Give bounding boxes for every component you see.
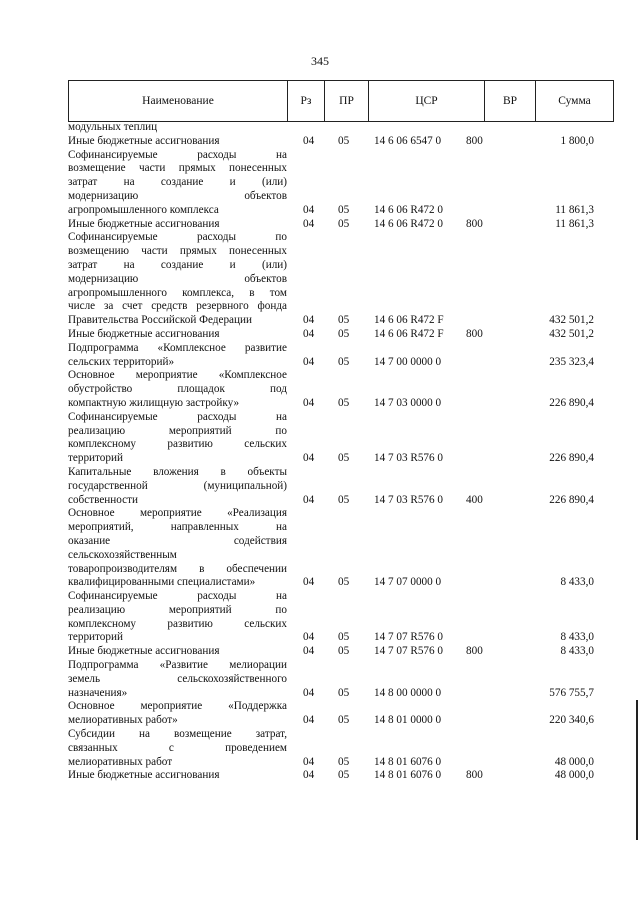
table-row xyxy=(68,231,614,328)
row-name-line: государственной (муниципальной) xyxy=(68,479,287,492)
row-name-line: Подпрограмма «Комплексное развитие xyxy=(68,341,287,354)
row-name-line: Софинансируемые расходы на xyxy=(68,410,287,423)
table-header xyxy=(68,80,614,122)
row-name-line: товаропроизводителям в обеспечении xyxy=(68,562,287,575)
row-csr: 14 8 01 0000 0 xyxy=(374,714,442,727)
row-name-line: реализацию мероприятий по xyxy=(68,603,287,616)
row-csr: 14 8 01 6076 0 xyxy=(374,755,442,768)
row-name xyxy=(68,369,287,410)
row-name xyxy=(68,121,287,135)
table-row xyxy=(68,700,614,728)
row-sum: 11 861,3 xyxy=(555,217,594,230)
row-vr: 400 xyxy=(466,493,483,506)
row-name-line: сельскохозяйственным xyxy=(68,548,177,561)
column-header-csr: ЦСР xyxy=(369,81,485,121)
row-name-line: реализацию мероприятий по xyxy=(68,424,287,437)
row-rz: 04 xyxy=(303,645,315,658)
row-sum: 8 433,0 xyxy=(560,631,594,644)
row-csr: 14 7 03 0000 0 xyxy=(374,396,442,409)
row-name xyxy=(68,700,287,728)
budget-table xyxy=(68,121,614,783)
table-row xyxy=(68,728,614,769)
row-name xyxy=(68,466,287,507)
row-pr: 05 xyxy=(338,327,350,340)
row-name-line: модернизацию объектов xyxy=(68,189,287,202)
table-row xyxy=(68,411,614,466)
row-name xyxy=(68,659,287,700)
table-row xyxy=(68,769,614,783)
row-sum: 220 340,6 xyxy=(549,714,594,727)
row-pr: 05 xyxy=(338,769,350,782)
row-csr: 14 7 03 R576 0 xyxy=(374,452,443,465)
row-sum: 432 501,2 xyxy=(549,314,594,327)
row-pr: 05 xyxy=(338,631,350,644)
row-csr: 14 7 07 R576 0 xyxy=(374,645,443,658)
row-name-line: мелиоративных работ xyxy=(68,755,173,768)
page-edge-line xyxy=(636,700,638,840)
table-row xyxy=(68,369,614,410)
table-row xyxy=(68,218,614,232)
row-name-line: Софинансируемые расходы на xyxy=(68,148,287,161)
row-name xyxy=(68,411,287,466)
row-rz: 04 xyxy=(303,452,315,465)
row-pr: 05 xyxy=(338,645,350,658)
row-name-line: агропромышленного комплекса, в том xyxy=(68,286,287,299)
row-pr: 05 xyxy=(338,755,350,768)
row-pr: 05 xyxy=(338,134,350,147)
column-header-rz: Рз xyxy=(288,81,325,121)
row-name-line: сельских территорий» xyxy=(68,355,175,368)
column-header-vr: ВР xyxy=(485,81,536,121)
table-row xyxy=(68,659,614,700)
row-name-line: Правительства Российской Федерации xyxy=(68,314,252,327)
row-name xyxy=(68,769,287,783)
row-sum: 11 861,3 xyxy=(555,203,594,216)
row-name-line: Иные бюджетные ассигнования xyxy=(68,769,220,782)
row-rz: 04 xyxy=(303,314,315,327)
row-rz: 04 xyxy=(303,355,315,368)
row-rz: 04 xyxy=(303,396,315,409)
row-name xyxy=(68,218,287,232)
row-pr: 05 xyxy=(338,714,350,727)
row-sum: 8 433,0 xyxy=(560,576,594,589)
row-name-line: назначения» xyxy=(68,686,128,699)
row-vr: 800 xyxy=(466,217,483,230)
table-row xyxy=(68,466,614,507)
table-row xyxy=(68,328,614,342)
row-name-line: Подпрограмма «Развитие мелиорации xyxy=(68,659,287,672)
row-csr: 14 6 06 R472 F xyxy=(374,314,444,327)
row-name-line: Субсидии на возмещение затрат, xyxy=(68,728,287,741)
row-name-line: комплексному развитию сельских xyxy=(68,617,287,630)
row-rz: 04 xyxy=(303,327,315,340)
table-row xyxy=(68,645,614,659)
row-rz: 04 xyxy=(303,755,315,768)
row-name-line: собственности xyxy=(68,493,138,506)
row-name-line: территорий xyxy=(68,631,123,644)
row-name-line: мелиоративных работ» xyxy=(68,714,178,727)
row-csr: 14 7 07 0000 0 xyxy=(374,576,442,589)
row-name-line: связанных с проведением xyxy=(68,741,287,754)
row-name xyxy=(68,231,287,328)
row-csr: 14 6 06 R472 0 xyxy=(374,217,443,230)
row-pr: 05 xyxy=(338,686,350,699)
row-csr: 14 7 07 R576 0 xyxy=(374,631,443,644)
row-sum: 235 323,4 xyxy=(549,355,594,368)
row-pr: 05 xyxy=(338,493,350,506)
row-name-line: Иные бюджетные ассигнования xyxy=(68,327,220,340)
row-pr: 05 xyxy=(338,355,350,368)
row-sum: 48 000,0 xyxy=(554,755,594,768)
row-name-line: комплексному развитию сельских xyxy=(68,438,287,451)
row-csr: 14 7 00 0000 0 xyxy=(374,355,442,368)
row-rz: 04 xyxy=(303,134,315,147)
row-sum: 8 433,0 xyxy=(560,645,594,658)
row-csr: 14 6 06 R472 F xyxy=(374,327,444,340)
column-header-name: Наименование xyxy=(69,81,288,121)
row-sum: 1 800,0 xyxy=(560,134,594,147)
row-name-line: возмещению части прямых понесенных xyxy=(68,245,287,258)
row-name-line: Софинансируемые расходы на xyxy=(68,590,287,603)
row-sum: 226 890,4 xyxy=(549,493,594,506)
row-name-line: компактную жилищную застройку» xyxy=(68,396,240,409)
page-number: 345 xyxy=(311,54,329,68)
row-rz: 04 xyxy=(303,769,315,782)
row-name-line: Иные бюджетные ассигнования xyxy=(68,645,220,658)
column-header-sum: Сумма xyxy=(558,95,591,107)
table-row xyxy=(68,507,614,590)
table-row xyxy=(68,149,614,218)
row-vr: 800 xyxy=(466,769,483,782)
row-name-line: оказание содействия xyxy=(68,534,287,547)
row-name-line: обустройство площадок под xyxy=(68,383,287,396)
row-name-line: затрат на создание и (или) xyxy=(68,176,287,189)
row-name-line: модульных теплиц xyxy=(68,121,158,133)
row-name xyxy=(68,135,287,149)
row-name-line: Иные бюджетные ассигнования xyxy=(68,134,220,147)
row-name-line: числе за счет средств резервного фонда xyxy=(68,300,287,313)
row-name-line: Основное мероприятие «Комплексное xyxy=(68,369,287,382)
row-name-line: модернизацию объектов xyxy=(68,272,287,285)
row-name-line: мероприятий, направленных на xyxy=(68,521,287,534)
table-row xyxy=(68,135,614,149)
row-rz: 04 xyxy=(303,714,315,727)
row-sum: 432 501,2 xyxy=(549,327,594,340)
row-vr: 800 xyxy=(466,645,483,658)
row-name xyxy=(68,728,287,769)
row-name-line: территорий xyxy=(68,452,123,465)
row-rz: 04 xyxy=(303,631,315,644)
row-name-line: Софинансируемые расходы по xyxy=(68,231,287,244)
row-name xyxy=(68,328,287,342)
column-header-pr: ПР xyxy=(325,81,369,121)
row-csr: 14 8 00 0000 0 xyxy=(374,686,442,699)
row-name xyxy=(68,507,287,590)
row-name-line: возмещение части прямых понесенных xyxy=(68,162,287,175)
row-csr: 14 8 01 6076 0 xyxy=(374,769,442,782)
row-name xyxy=(68,590,287,645)
table-row xyxy=(68,342,614,370)
row-rz: 04 xyxy=(303,217,315,230)
row-name-line: агропромышленного комплекса xyxy=(68,203,219,216)
row-name-line: Основное мероприятие «Поддержка xyxy=(68,700,287,713)
row-name-line: квалифицированными специалистами» xyxy=(68,576,256,589)
row-pr: 05 xyxy=(338,396,350,409)
row-name xyxy=(68,342,287,370)
row-name-line: земель сельскохозяйственного xyxy=(68,672,287,685)
row-rz: 04 xyxy=(303,576,315,589)
row-sum: 48 000,0 xyxy=(554,769,594,782)
row-sum: 226 890,4 xyxy=(549,452,594,465)
row-name-line: Основное мероприятие «Реализация xyxy=(68,507,287,520)
row-name xyxy=(68,149,287,218)
table-row xyxy=(68,121,614,135)
row-vr: 800 xyxy=(466,327,483,340)
row-rz: 04 xyxy=(303,203,315,216)
row-sum: 576 755,7 xyxy=(549,686,594,699)
row-csr: 14 6 06 R472 0 xyxy=(374,203,443,216)
row-name-line: Капитальные вложения в объекты xyxy=(68,465,287,478)
table-row xyxy=(68,590,614,645)
row-rz: 04 xyxy=(303,686,315,699)
row-pr: 05 xyxy=(338,203,350,216)
row-rz: 04 xyxy=(303,493,315,506)
row-csr: 14 6 06 6547 0 xyxy=(374,134,442,147)
row-pr: 05 xyxy=(338,576,350,589)
row-sum: 226 890,4 xyxy=(549,396,594,409)
row-csr: 14 7 03 R576 0 xyxy=(374,493,443,506)
row-name-line: Иные бюджетные ассигнования xyxy=(68,217,220,230)
row-name-line: затрат на создание и (или) xyxy=(68,258,287,271)
row-pr: 05 xyxy=(338,452,350,465)
row-name xyxy=(68,645,287,659)
row-pr: 05 xyxy=(338,217,350,230)
row-vr: 800 xyxy=(466,134,483,147)
row-pr: 05 xyxy=(338,314,350,327)
